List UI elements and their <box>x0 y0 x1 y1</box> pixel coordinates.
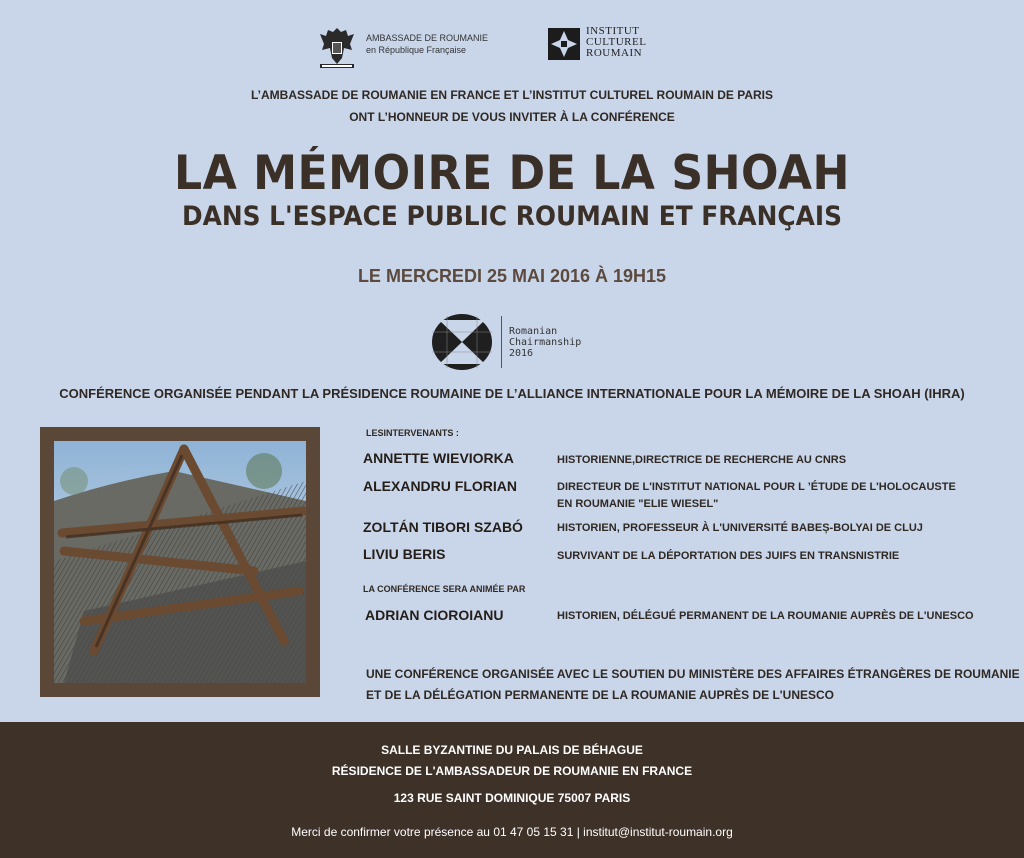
page-title: LA MÉMOIRE DE LA SHOAH <box>173 146 851 201</box>
speaker-description: HISTORIENNE,DIRECTRICE DE RECHERCHE AU CNRS <box>557 454 847 466</box>
support-statement <box>366 664 1020 706</box>
chairmanship-line2: Chairmanship <box>509 337 582 348</box>
intro-line-1: L’AMBASSADE DE ROUMANIE EN FRANCE ET L’INSTITUT CULTUREL ROUMAIN DE PARIS <box>250 88 773 102</box>
speaker-description: SURVIVANT DE LA DÉPORTATION DES JUIFS EN TRANSNISTRIE <box>557 550 900 562</box>
speaker-name: ZOLTÁN TIBORI SZABÓ <box>363 519 523 535</box>
footer <box>0 722 1024 858</box>
intro-line-2: ONT L’HONNEUR DE VOUS INVITER À LA CONFÉRENCE <box>349 110 675 124</box>
event-date: LE MERCREDI 25 MAI 2016 À 19H15 <box>357 266 667 286</box>
speaker-description: DIRECTEUR DE L'INSTITUT NATIONAL POUR L ’ÉTUDE DE L'HOLOCAUSTE <box>557 481 956 493</box>
speaker-name: ALEXANDRU FLORIAN <box>363 478 517 494</box>
logo-separator <box>501 316 502 368</box>
moderator-label: LA CONFÉRENCE SERA ANIMÉE PAR <box>363 584 526 594</box>
moderator-description: HISTORIEN, DÉLÉGUÉ PERMANENT DE LA ROUMANIE AUPRÈS DE L'UNESCO <box>557 610 974 622</box>
venue-residence: RÉSIDENCE DE L'AMBASSADEUR DE ROUMANIE EN FRANCE <box>331 764 693 778</box>
embassy-logo <box>316 24 526 70</box>
memorial-photo-frame <box>40 427 320 697</box>
memorial-photo <box>54 441 306 683</box>
institute-cross-icon <box>548 28 580 60</box>
support-line1: UNE CONFÉRENCE ORGANISÉE AVEC LE SOUTIEN DU MINISTÈRE DES AFFAIRES ÉTRANGÈRES DE ROUMANIE <box>366 667 1020 681</box>
speaker-name: ANNETTE WIEVIORKA <box>363 450 514 466</box>
globe-hourglass-icon <box>427 312 497 372</box>
page-subtitle: DANS L'ESPACE PUBLIC ROUMAIN ET FRANÇAIS <box>181 201 843 232</box>
support-line2: ET DE LA DÉLÉGATION PERMANENTE DE LA ROUMANIE AUPRÈS DE L'UNESCO <box>366 688 834 702</box>
speaker-description-cont: EN ROUMANIE "ELIE WIESEL" <box>557 498 719 510</box>
ihra-chairmanship-logo <box>427 312 597 372</box>
institute-line3: ROUMAIN <box>586 47 643 59</box>
speaker-description: HISTORIEN, PROFESSEUR À L'UNIVERSITÉ BABEȘ-BOLYAI DE CLUJ <box>557 522 923 534</box>
rsvp-contact: Merci de confirmer votre présence au 01 47 05 15 31 | institut@institut-roumain.org <box>291 825 733 839</box>
moderator-name: ADRIAN CIOROIANU <box>365 607 504 623</box>
embassy-name: AMBASSADE DE ROUMANIE <box>366 33 489 43</box>
institute-line1: INSTITUT <box>586 25 640 37</box>
chairmanship-line3: 2016 <box>509 348 534 359</box>
chairmanship-line1: Romanian <box>509 326 558 337</box>
institute-line2: CULTUREL <box>586 36 647 48</box>
organized-statement: CONFÉRENCE ORGANISÉE PENDANT LA PRÉSIDENCE ROUMAINE DE L’ALLIANCE INTERNATIONALE POUR LA MÉMOIRE DE LA SHOAH (IHRA) <box>59 386 965 401</box>
institute-logo <box>548 26 658 66</box>
romanian-coat-of-arms-icon <box>316 24 358 70</box>
speakers-label: LESINTERVENANTS : <box>366 428 459 438</box>
venue-name: SALLE BYZANTINE DU PALAIS DE BÉHAGUE <box>381 743 643 757</box>
venue-address: 123 RUE SAINT DOMINIQUE 75007 PARIS <box>393 791 631 805</box>
speaker-name: LIVIU BERIS <box>363 546 446 562</box>
embassy-subname: en République Française <box>366 45 467 55</box>
